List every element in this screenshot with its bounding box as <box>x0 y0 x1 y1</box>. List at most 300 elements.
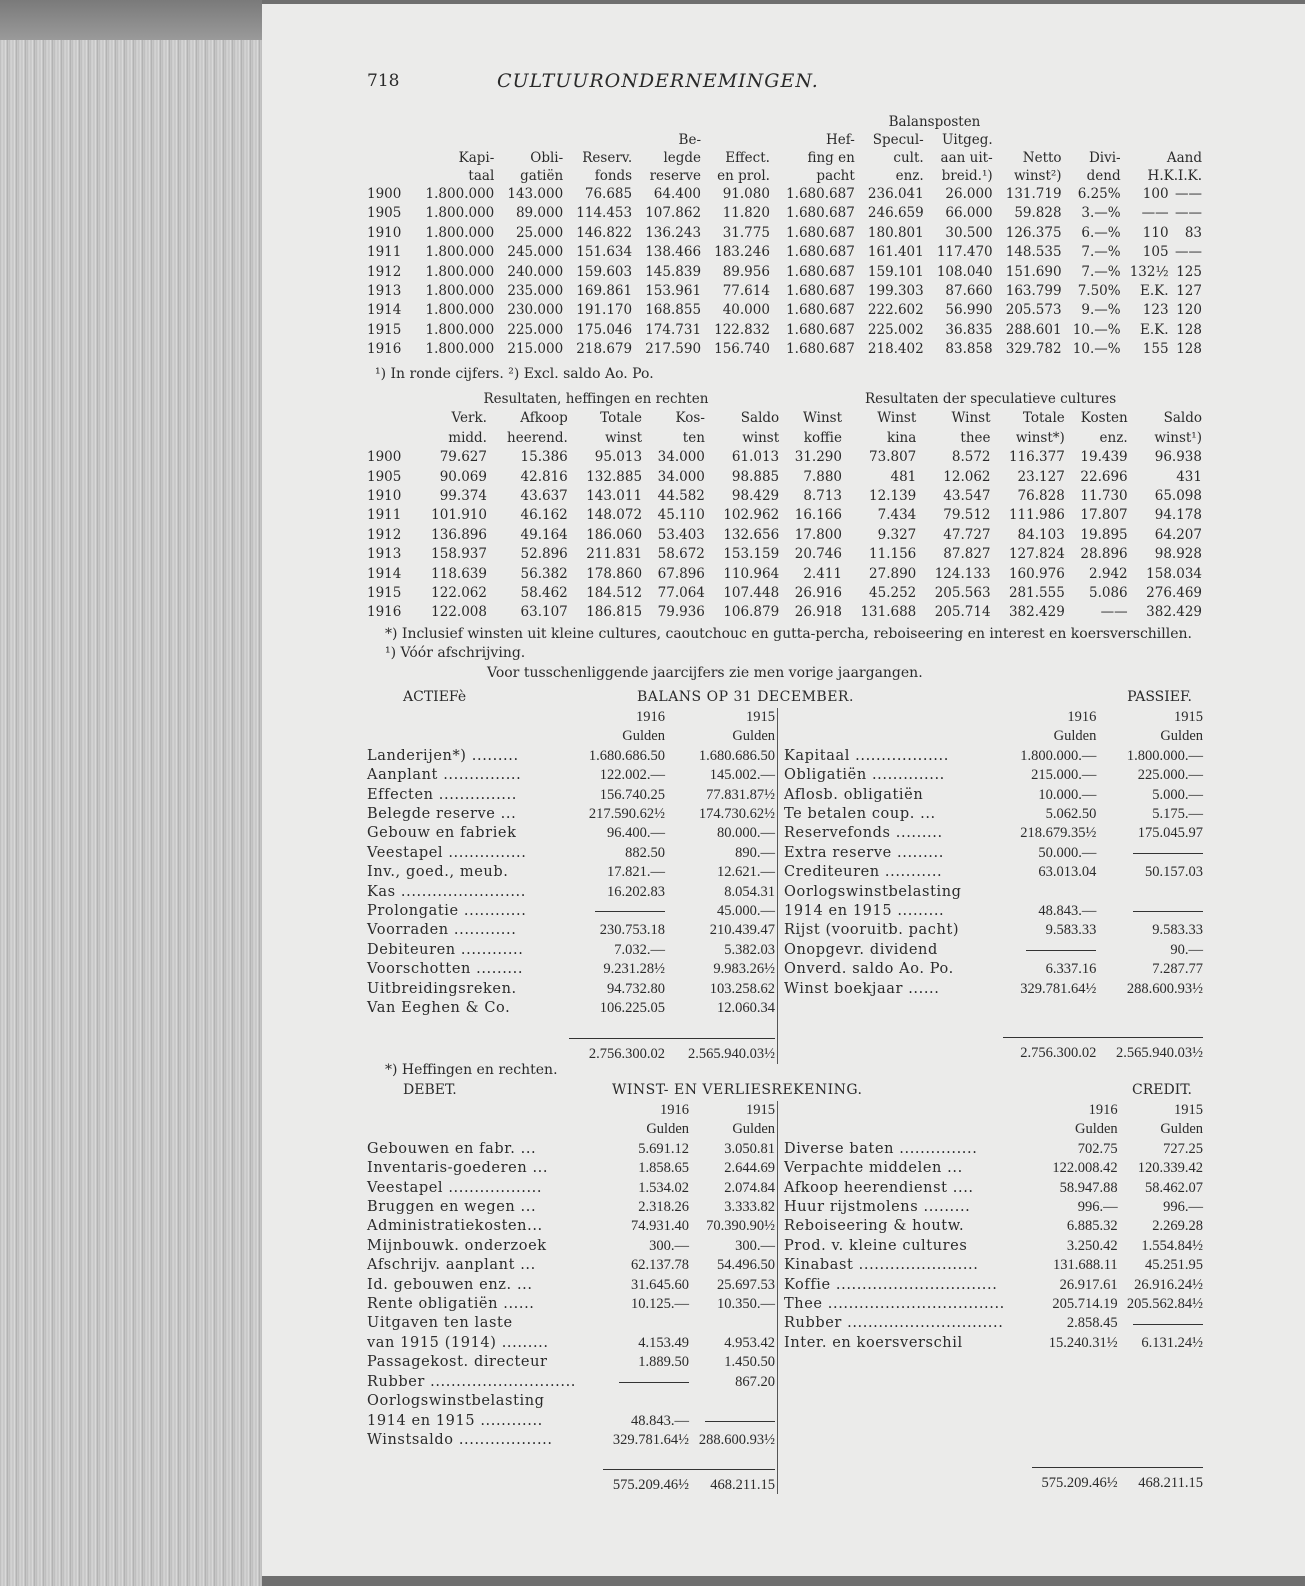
ledger-value-v1915: 1.554.84½ <box>1141 1237 1203 1254</box>
value-cell: —— <box>1100 604 1128 621</box>
value-cell: 27.890 <box>869 565 917 582</box>
value-cell: 15.386 <box>520 449 568 466</box>
balansposten-table <box>367 113 1202 360</box>
column-header <box>367 131 409 149</box>
ledger-row <box>778 883 1203 902</box>
value-cell: 98.928 <box>1154 546 1202 563</box>
value-cell: 235.000 <box>507 283 564 300</box>
column-header: winst²) <box>1013 168 1062 184</box>
ledger-value-v1915 <box>689 1412 775 1431</box>
year-cell: 1911 <box>367 244 402 261</box>
value-cell: 148.535 <box>1005 244 1062 261</box>
ledger-value-v1915: 300.— <box>735 1237 775 1254</box>
value-cell: 65.098 <box>1154 488 1202 505</box>
column-header <box>701 131 770 149</box>
ledger-label: Inv., goed., meub. <box>367 864 509 881</box>
ledger-row <box>367 980 775 999</box>
column-header: thee <box>960 429 991 446</box>
value-cell: 117.470 <box>936 244 993 261</box>
total-row <box>367 1470 775 1496</box>
spacer-row <box>778 1429 1203 1448</box>
column-header <box>1062 131 1121 149</box>
value-cell: 116.377 <box>1008 449 1065 466</box>
ledger-value-v1916: 218.679.35½ <box>1020 825 1097 842</box>
year-1915: 1915 <box>1174 1102 1203 1118</box>
profit-loss-account <box>367 1081 1203 1494</box>
value-cell: 83 <box>1184 224 1202 241</box>
value-cell: 98.429 <box>731 488 780 505</box>
value-cell: 10.—% <box>1072 341 1121 358</box>
column-header: midd. <box>448 429 487 446</box>
value-cell: 163.799 <box>1005 283 1062 300</box>
blank <box>778 727 1003 746</box>
table-row <box>367 243 1202 262</box>
column-header: H.K.I.K. <box>1147 168 1202 184</box>
ledger-value-v1915: 10.350.— <box>717 1296 775 1313</box>
column-header: Uitgeg. <box>941 132 993 148</box>
ledger-row <box>367 941 775 960</box>
ledger-value-v1916: 1.534.02 <box>638 1179 690 1196</box>
ledger-value-v1915: 50.157.03 <box>1145 864 1203 881</box>
ledger-value-v1915: 1.680.686.50 <box>698 747 775 764</box>
ledger-row <box>778 1334 1203 1353</box>
column-header: Winst <box>802 410 842 427</box>
value-cell: 9.327 <box>877 526 917 543</box>
value-cell: 1.680.687 <box>786 205 855 222</box>
year-1916: 1916 <box>1088 1102 1118 1118</box>
value-cell: 225.002 <box>867 321 924 338</box>
ledger-label: Id. gebouwen enz. ... <box>367 1276 533 1293</box>
value-cell: 102.962 <box>723 507 780 524</box>
value-cell: 56.382 <box>520 565 568 582</box>
ledger-value-v1915 <box>1096 844 1203 863</box>
value-cell: 25.000 <box>515 224 564 241</box>
value-cell: 276.469 <box>1146 585 1202 602</box>
ledger-row <box>778 980 1203 999</box>
ledger-label: Koffie ............................... <box>784 1276 998 1293</box>
year-cell: 1914 <box>367 302 402 319</box>
value-cell: 3.—% <box>1081 205 1121 222</box>
value-cell: 52.896 <box>520 546 568 563</box>
value-cell: 43.547 <box>943 488 991 505</box>
year-cell: 1913 <box>367 546 402 563</box>
debet-column <box>367 1101 775 1496</box>
column-header: fing en <box>807 150 855 166</box>
ledger-row <box>778 902 1203 921</box>
value-cell: 76.828 <box>1017 488 1065 505</box>
ledger-row <box>367 863 775 882</box>
value-cell: 1.800.000 <box>425 263 495 280</box>
value-cell: 123 <box>1142 302 1169 319</box>
value-cell: 107.862 <box>645 205 702 222</box>
value-cell: 7.—% <box>1081 244 1121 261</box>
column-header <box>494 131 563 149</box>
ledger-value-v1916: 94.732.80 <box>606 980 665 997</box>
value-cell: 46.162 <box>520 507 568 524</box>
group-header: Balansposten <box>888 114 981 130</box>
spacer-row <box>367 1450 775 1470</box>
value-cell: 58.672 <box>657 546 705 563</box>
ledger-label: Gebouw en fabriek <box>367 825 517 842</box>
ledger-value-v1916: 329.781.64½ <box>612 1431 690 1448</box>
ledger-row <box>778 1179 1203 1198</box>
value-cell: 120 <box>1176 302 1202 319</box>
ledger-value-v1916: 63.013.04 <box>1038 864 1097 881</box>
value-cell: 128 <box>1176 341 1202 358</box>
year-cell: 1912 <box>367 263 402 280</box>
ledger-row <box>367 999 775 1018</box>
ledger-row <box>778 786 1203 805</box>
value-cell: 11.156 <box>869 546 917 563</box>
ledger-value-v1916: 17.821.— <box>606 864 665 881</box>
ledger-value-v1916: 5.062.50 <box>1045 806 1097 823</box>
ledger-row <box>367 1159 775 1178</box>
ledger-label: Inventaris-goederen ... <box>367 1160 549 1177</box>
year-cell: 1900 <box>367 449 402 466</box>
column-header: cult. <box>893 150 924 166</box>
ledger-row <box>778 921 1203 940</box>
value-cell: 58.462 <box>520 585 568 602</box>
column-header: Totale <box>1022 410 1065 427</box>
value-cell: 64.207 <box>1154 526 1202 543</box>
value-cell: 26.916 <box>794 585 842 602</box>
debet-title: DEBET. <box>403 1082 457 1098</box>
blank <box>778 1429 1203 1448</box>
column-header: dend <box>1086 168 1121 184</box>
value-cell: 158.034 <box>1146 565 1202 582</box>
column-header: Specul- <box>872 132 924 148</box>
year-cell: 1916 <box>367 604 402 621</box>
value-cell: 143.000 <box>507 186 564 202</box>
value-cell: 79.936 <box>657 604 705 621</box>
value-cell: 12.062 <box>943 468 991 485</box>
column-header: winst*) <box>1015 429 1065 446</box>
ledger-value-v1915: 45.251.95 <box>1145 1257 1203 1274</box>
ledger-row <box>778 824 1203 843</box>
value-cell: 145.839 <box>645 263 702 280</box>
ledger-value-v1916: 6.337.16 <box>1045 961 1097 978</box>
column-header: Aand <box>1166 150 1202 166</box>
ledger-row <box>778 1276 1203 1295</box>
value-cell: 131.688 <box>860 604 917 621</box>
blank <box>367 1101 603 1120</box>
ledger-value-v1916: 10.125.— <box>631 1296 690 1313</box>
column-header: winst <box>742 429 780 446</box>
column-header-row <box>367 149 1202 167</box>
value-cell: 84.103 <box>1017 526 1065 543</box>
ledger-value-v1915: 5.382.03 <box>724 941 775 958</box>
column-header-row <box>367 167 1202 185</box>
value-cell: 30.500 <box>945 224 993 241</box>
column-header: Kosten <box>1080 410 1128 427</box>
ledger-row <box>778 747 1203 766</box>
column-header: breid.¹) <box>941 168 993 184</box>
column-header-row <box>367 409 1202 428</box>
ledger-label: Effecten ............... <box>367 786 517 803</box>
ledger-row <box>367 1431 775 1450</box>
value-cell: 186.815 <box>586 604 643 621</box>
ledger-value-v1916: 702.75 <box>1077 1140 1118 1157</box>
nil-dash <box>1026 950 1096 951</box>
ledger-label: Veestapel ............... <box>367 844 527 861</box>
value-cell: 211.831 <box>586 546 643 563</box>
value-cell: —— <box>1175 205 1202 222</box>
column-header: aan uit- <box>940 150 993 166</box>
value-cell: 1.800.000 <box>425 224 495 241</box>
value-cell: 64.400 <box>653 186 702 202</box>
ledger-row <box>778 1159 1203 1178</box>
spacer-row <box>778 1018 1203 1038</box>
blank <box>367 1470 603 1496</box>
ledger-value-v1915 <box>689 1314 775 1333</box>
ledger-value-v1915: 58.462.07 <box>1145 1179 1203 1196</box>
value-cell: 2.942 <box>1088 565 1128 582</box>
column-header: legde <box>663 150 702 166</box>
blank <box>778 1038 1003 1064</box>
value-cell: 1.800.000 <box>425 321 495 338</box>
value-cell: 132.656 <box>723 526 780 543</box>
ledger-value-v1916: 16.202.83 <box>606 883 665 900</box>
value-cell: 11.820 <box>722 205 770 222</box>
value-cell: 79.512 <box>943 507 991 524</box>
value-cell: 191.170 <box>576 302 633 319</box>
ledger-value-v1915: 12.621.— <box>717 864 775 881</box>
ledger-value-v1916: 62.137.78 <box>631 1257 690 1274</box>
ledger-value-v1915: 174.730.62½ <box>698 806 775 823</box>
value-cell: 61.013 <box>731 449 780 466</box>
value-cell: 17.800 <box>794 526 842 543</box>
ledger-value-v1916: 205.714.19 <box>1052 1296 1118 1313</box>
column-header: Effect. <box>725 150 770 166</box>
value-cell: 90.069 <box>439 468 487 485</box>
value-cell: 1.800.000 <box>425 186 495 202</box>
value-cell: 20.746 <box>794 546 842 563</box>
value-cell: 183.246 <box>714 244 770 261</box>
ledger-value-v1916: 1.800.000.— <box>1020 747 1097 764</box>
value-cell: 23.127 <box>1017 468 1065 485</box>
ledger-value-v1915: 205.562.84½ <box>1126 1296 1203 1313</box>
value-cell: 94.178 <box>1154 507 1202 524</box>
blank <box>778 1410 1203 1429</box>
ledger-row <box>367 1198 775 1217</box>
ledger-row <box>367 786 775 805</box>
column-header: reserve <box>649 168 702 184</box>
nil-dash <box>595 911 665 912</box>
ledger-label: Bruggen en wegen ... <box>367 1199 537 1216</box>
ledger-label: Te betalen coup. ... <box>784 806 936 823</box>
value-cell: 128 <box>1176 321 1202 338</box>
value-cell: 205.563 <box>934 585 991 602</box>
column-header: koffie <box>803 429 842 446</box>
value-cell: 76.685 <box>584 186 633 202</box>
unit-label: Gulden <box>1074 1121 1118 1138</box>
ledger-value-v1915: 225.000.— <box>1137 767 1203 784</box>
table-row <box>367 340 1202 359</box>
ledger-value-v1916: 26.917.61 <box>1059 1276 1118 1293</box>
value-cell: 47.727 <box>943 526 991 543</box>
ledger-row <box>778 1314 1203 1333</box>
ledger-label: Passagekost. directeur <box>367 1354 548 1371</box>
ledger-label: Onverd. saldo Ao. Po. <box>784 961 954 978</box>
ledger-value-v1916: 882.50 <box>625 844 665 861</box>
year-cell: 1913 <box>367 283 402 300</box>
ledger-value-v1916: 300.— <box>649 1237 690 1254</box>
ledger-row <box>367 747 775 766</box>
book-page <box>262 4 1305 1576</box>
value-cell: 1.680.687 <box>786 283 855 300</box>
value-cell: 56.990 <box>945 302 993 319</box>
ledger-value-v1915: 77.831.87½ <box>706 786 775 803</box>
year-cell: 1900 <box>367 186 402 202</box>
value-cell: 1.800.000 <box>425 244 495 261</box>
column-header: pacht <box>816 168 855 184</box>
ledger-value-v1916: 10.000.— <box>1038 786 1097 803</box>
ledger-value-v1915: 54.496.50 <box>717 1257 775 1274</box>
blank <box>778 1468 1032 1494</box>
ledger-row <box>367 1217 775 1236</box>
column-header <box>993 131 1062 149</box>
ledger-value-v1915: 1.450.50 <box>724 1354 775 1371</box>
footnote-resultaten: *) Inclusief winsten uit kleine cultures, caoutchouc en gutta-percha, reboiseering en interest en koersverschillen. ¹) Vóór afschrijving. <box>385 626 1192 662</box>
column-header: Kos- <box>675 410 705 427</box>
value-cell: 246.659 <box>867 205 924 222</box>
value-cell: 218.679 <box>576 341 633 358</box>
value-cell: 205.714 <box>934 604 991 621</box>
column-header: winst <box>605 429 643 446</box>
value-cell: 7.434 <box>877 507 917 524</box>
table-row <box>367 321 1202 340</box>
value-cell: 155 <box>1142 341 1169 358</box>
value-cell: 222.602 <box>867 302 924 319</box>
value-cell: —— <box>1175 186 1202 202</box>
ledger-value-v1915: 5.175.— <box>1152 806 1203 823</box>
ledger-label: Verpachte middelen ... <box>784 1160 963 1177</box>
value-cell: 180.801 <box>867 224 924 241</box>
value-cell: 431 <box>1176 468 1202 485</box>
blank <box>778 1018 1203 1038</box>
value-cell: 6.—% <box>1081 224 1121 241</box>
ledger-label: Debiteuren ............ <box>367 941 524 958</box>
year-cell: 1912 <box>367 526 402 543</box>
value-cell: 1.680.687 <box>786 244 855 261</box>
ledger-label: Reboiseering & houtw. <box>784 1218 965 1235</box>
column-header: Be- <box>678 132 702 148</box>
table-row <box>367 603 1202 622</box>
value-cell: 7.880 <box>803 468 842 485</box>
value-cell: 132.885 <box>586 468 643 485</box>
value-cell: 6.25% <box>1077 186 1121 202</box>
value-cell: 87.827 <box>943 546 991 563</box>
ledger-value-v1915: 103.258.62 <box>709 980 775 997</box>
spacer-row <box>778 1410 1203 1429</box>
value-cell: 7.50% <box>1077 283 1121 300</box>
column-header: Reserv. <box>582 150 633 166</box>
value-cell: 159.603 <box>576 263 633 280</box>
ledger-value-v1916: 1.680.686.50 <box>588 747 665 764</box>
ledger-label: Oorlogswinstbelasting <box>784 883 962 900</box>
ledger-row <box>778 863 1203 882</box>
value-cell: 96.938 <box>1154 449 1202 466</box>
value-cell: 26.000 <box>945 186 993 202</box>
year-1916: 1916 <box>635 709 665 725</box>
ledger-row <box>367 1237 775 1256</box>
ledger-row <box>367 1392 775 1411</box>
actief-column <box>367 708 775 1064</box>
note-previous-years: Voor tusschenliggende jaarcijfers zie men vorige jaargangen. <box>487 665 923 681</box>
ledger-value-v1915: 26.916.24½ <box>1134 1276 1203 1293</box>
value-cell: 12.139 <box>869 488 917 505</box>
column-header: winst¹) <box>1154 429 1202 446</box>
ledger-value-v1915: 2.269.28 <box>1152 1218 1203 1235</box>
ledger-row <box>778 1256 1203 1275</box>
column-header: Saldo <box>1163 410 1202 427</box>
value-cell: 89.956 <box>722 263 770 280</box>
year-1915: 1915 <box>1174 709 1203 725</box>
ledger-value-v1915: 288.600.93½ <box>698 1431 775 1448</box>
unit-label: Gulden <box>732 728 775 745</box>
value-cell: 10.—% <box>1072 321 1121 338</box>
ledger-value-v1915: 890.— <box>735 844 775 861</box>
ledger-label: Prolongatie ............ <box>367 903 527 920</box>
ledger-label: Voorschotten ......... <box>367 961 524 978</box>
table-row <box>367 565 1202 584</box>
blank <box>367 1120 603 1139</box>
ledger-value-v1916 <box>603 1373 689 1392</box>
value-cell: 205.573 <box>1005 302 1062 319</box>
value-cell: 184.512 <box>586 585 643 602</box>
ledger-value-v1915: 3.333.82 <box>724 1199 775 1216</box>
column-header: Obli- <box>530 150 564 166</box>
table-row <box>367 224 1202 243</box>
column-header <box>367 409 413 428</box>
value-cell: 1.680.687 <box>786 321 855 338</box>
value-cell: 153.159 <box>723 546 780 563</box>
ledger-value-v1916: 50.000.— <box>1038 844 1097 861</box>
ledger-label: Landerijen*) ......... <box>367 747 519 764</box>
column-header-row <box>367 429 1202 448</box>
year-cell: 1915 <box>367 321 402 338</box>
value-cell: 28.896 <box>1080 546 1128 563</box>
year-1916: 1916 <box>660 1102 690 1118</box>
ledger-label: 1914 en 1915 ......... <box>784 903 945 920</box>
value-cell: 136.243 <box>645 224 702 241</box>
actief-title: ACTIEFè <box>403 689 467 705</box>
value-cell: 66.000 <box>945 205 993 222</box>
year-cell: 1910 <box>367 224 402 241</box>
value-cell: 110 <box>1142 224 1169 241</box>
value-cell: 126.375 <box>1005 224 1062 241</box>
blank <box>778 999 1203 1018</box>
value-cell: 17.807 <box>1080 507 1128 524</box>
value-cell: 160.976 <box>1008 565 1065 582</box>
ledger-label: Winstsaldo .................. <box>367 1431 553 1448</box>
credit-title: CREDIT. <box>1132 1082 1192 1098</box>
unit-header-row <box>778 727 1203 746</box>
value-cell: 236.041 <box>867 186 924 202</box>
column-header <box>367 149 409 167</box>
value-cell: 1.800.000 <box>425 341 495 358</box>
ledger-value-v1915: 8.054.31 <box>724 883 775 900</box>
value-cell: 49.164 <box>520 526 568 543</box>
ledger-label: Belegde reserve ... <box>367 806 517 823</box>
ledger-value-v1915: 867.20 <box>735 1373 775 1390</box>
column-header: Netto <box>1022 150 1062 166</box>
ledger-row <box>367 1373 775 1392</box>
value-cell: 288.601 <box>1005 321 1062 338</box>
value-cell: 34.000 <box>657 449 705 466</box>
value-cell: 153.961 <box>645 283 702 300</box>
column-header <box>563 131 632 149</box>
